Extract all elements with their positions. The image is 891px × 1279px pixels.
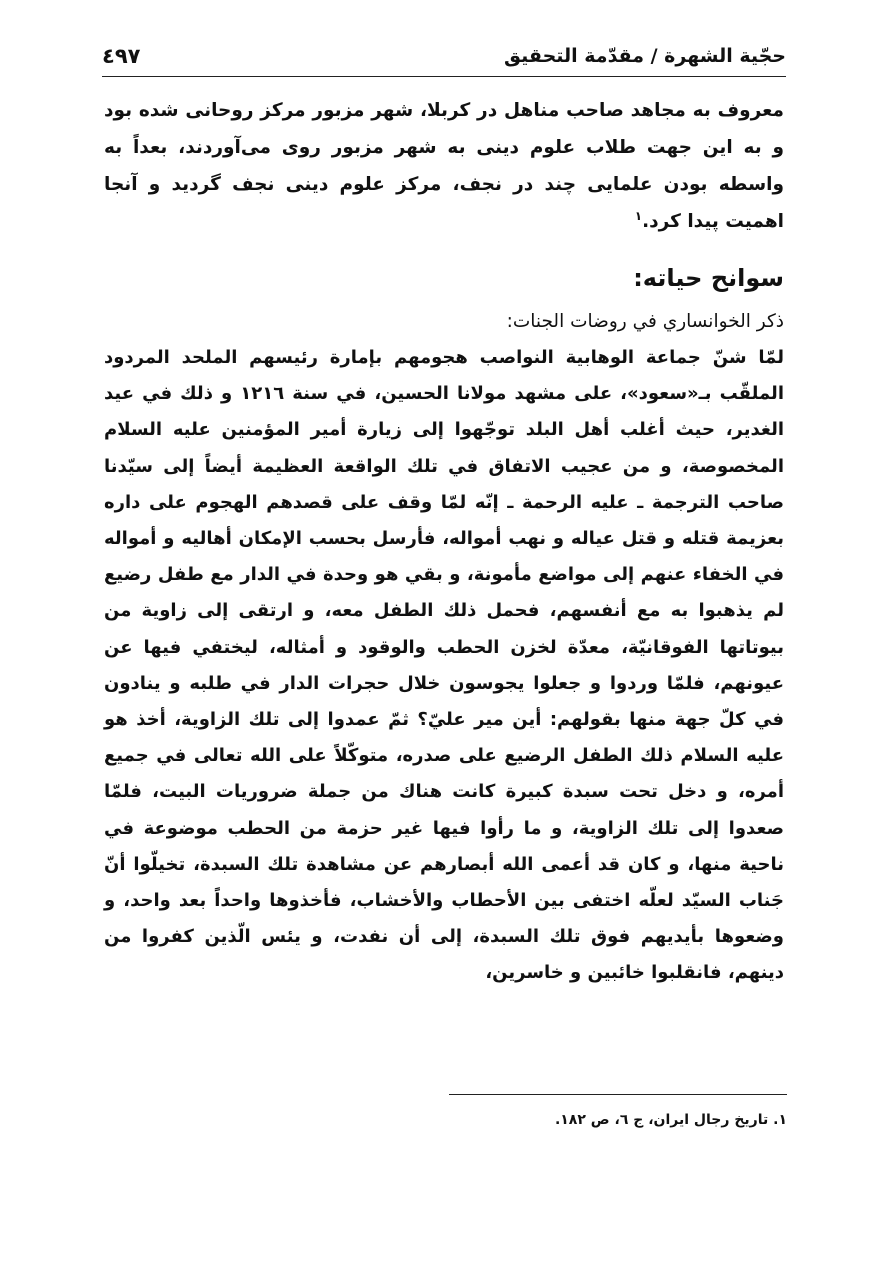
section-heading: سوانح حياته: [633, 264, 784, 292]
persian-paragraph [104, 92, 784, 240]
quoted-passage: لمّا شنّ جماعة الوهابية النواصب هجومهم بإمارة رئيسهم الملحد المردود الملقّب بـ«سعود»، على مشهد مولانا الحسين، في سنة ١٢١٦ و ذلك في عيد الغدير، حيث أغلب أهل البلد توجّهوا إلى زيارة أمير المؤمنين عليه السلام المخصوصة، و من عجيب الاتفاق في تلك الواقعة العظيمة أيضاً إلى سيّدنا صاحب الترجمة ـ عليه الرحمة ـ إنّه لمّا وقف على قصدهم الهجوم على داره بعزيمة قتله و قتل عياله و نهب أمواله، فأرسل بحسب الإمكان أهاليه و أمواله في الخفاء عنهم إلى مواضع مأمونة، و بقي هو وحدة في الدار مع طفل رضيع لم يذهبوا به مع أنفسهم، فحمل ذلك الطفل معه، و ارتقى إلى زاوية من بيوتاتها الفوقانيّة، معدّة لخزن الحطب والوقود و أمثاله، ليختفي فيها عن عيونهم، فلمّا وردوا و جعلوا يجوسون خلال حجرات الدار في طلبه و ينادون في كلّ جهة منها بقولهم: أين مير عليّ؟ ثمّ عمدوا إلى تلك الزاوية، أخذ هو عليه السلام ذلك الطفل الرضيع على صدره، متوكّلاً على الله تعالى في جميع أمره، و دخل تحت سبدة كبيرة كانت هناك من جملة ضروريات البيت، فلمّا صعدوا إلى تلك الزاوية، و ما رأوا فيها غير حزمة من الحطب موضوعة في ناحية منها، و كان قد أعمى الله أبصارهم عن مشاهدة تلك السبدة، تخيلّوا أنّ جَناب السيّد لعلّه اختفى بين الأحطاب والأخشاب، فأخذوها واحداً بعد واحد، و وضعوها بأيديهم فوق تلك السبدة، إلى أن نفدت، و يئس الّذين كفروا من دينهم، فانقلبوا خائبين و خاسرين، [104, 347, 784, 984]
running-head: حجّية الشهرة / مقدّمة التحقيق [504, 45, 786, 67]
footnote-marker: ١ [634, 208, 643, 223]
page-header [102, 36, 786, 77]
quote-intro: ذكر الخوانساري في روضات الجنات: [506, 311, 784, 332]
persian-paragraph-text: معروف به مجاهد صاحب مناهل در كربلا، شهر مزبور مركز روحانى شده بود و به اين جهت طلاب علوم دينى به شهر مزبور روى مى‌آوردند، بعداً به واسطه بودن علمايى چند در نجف، مركز علوم دينى نجف گرديد و آنجا اهميت پيدا كرد. [104, 100, 784, 232]
page-body [104, 92, 784, 992]
page-number: ٤٩٧ [102, 44, 141, 68]
footnote-number: ١. [773, 1112, 787, 1128]
footnote-text: تاريخ رجال ايران، ج ٦، ص ١٨٢. [554, 1112, 769, 1128]
footnote-divider [449, 1094, 787, 1095]
footnote [287, 1112, 787, 1128]
